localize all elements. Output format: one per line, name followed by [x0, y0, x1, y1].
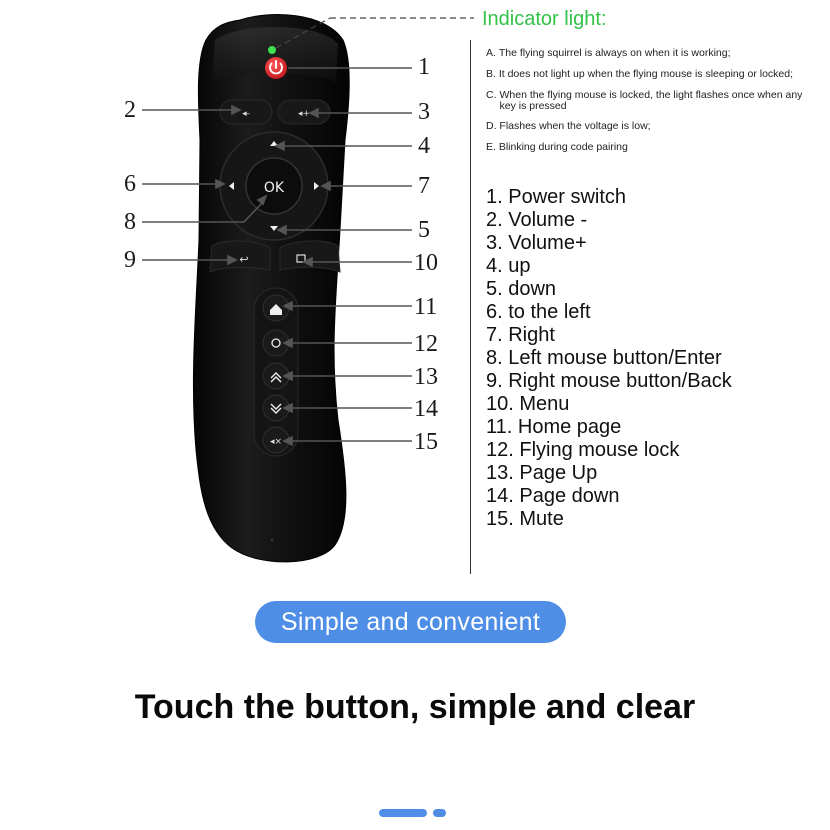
svg-text:◂+: ◂+ — [297, 109, 311, 119]
indicator-notes — [486, 48, 816, 163]
callout-1: 1 — [418, 54, 430, 80]
menu-key — [280, 241, 340, 272]
legend-item: 6. to the left — [486, 301, 591, 323]
legend-item: 14. Page down — [486, 485, 620, 507]
legend-item: 12. Flying mouse lock — [486, 439, 680, 461]
legend-item: 7. Right — [486, 324, 555, 346]
legend-item: 4. up — [486, 255, 531, 277]
legend-item: 2. Volume - — [486, 209, 588, 231]
button-legend — [486, 186, 732, 531]
legend-item: 5. down — [486, 278, 557, 300]
callout-9: 9 — [124, 247, 136, 273]
legend-item: 3. Volume+ — [486, 232, 587, 254]
callout-11: 11 — [414, 294, 438, 320]
indicator-note: E. Blinking during code pairing — [486, 141, 628, 153]
callout-2: 2 — [124, 97, 136, 123]
indicator-note: B. It does not light up when the flying mouse is sleeping or locked; — [486, 68, 794, 80]
legend-item: 11. Home page — [486, 416, 622, 438]
callout-6: 6 — [124, 171, 136, 197]
svg-text:◂-: ◂- — [242, 109, 250, 119]
legend-item: 8. Left mouse button/Enter — [486, 347, 722, 369]
callout-15: 15 — [414, 429, 438, 455]
callout-4: 4 — [418, 133, 430, 159]
callout-8: 8 — [124, 209, 136, 235]
svg-text:↩: ↩ — [239, 253, 249, 266]
indicator-note: D. Flashes when the voltage is low; — [486, 120, 651, 132]
ok-label: OK — [263, 180, 285, 196]
carousel-active-dot[interactable] — [379, 809, 427, 817]
legend-item: 10. Menu — [486, 393, 570, 415]
callout-13: 13 — [414, 364, 438, 390]
callout-7: 7 — [418, 173, 430, 199]
callout-10: 10 — [414, 250, 438, 276]
svg-text:◂×: ◂× — [269, 437, 283, 447]
carousel-dot[interactable] — [433, 809, 446, 817]
callout-12: 12 — [414, 331, 438, 357]
legend-item: 1. Power switch — [486, 186, 627, 208]
legend-item: 15. Mute — [486, 508, 564, 530]
indicator-note: C. When the flying mouse is locked, the light flashes once when any key is pressed — [486, 89, 803, 112]
legend-item: 9. Right mouse button/Back — [486, 370, 732, 392]
legend-item: 13. Page Up — [486, 462, 598, 484]
indicator-title: Indicator light: — [482, 8, 607, 30]
indicator-note: A. The flying squirrel is always on when it is working; — [486, 47, 731, 59]
callout-3: 3 — [418, 99, 430, 125]
indicator-light — [268, 46, 276, 54]
divider-line — [470, 40, 471, 574]
callout-5: 5 — [418, 217, 430, 243]
feature-badge: Simple and convenient — [255, 601, 566, 643]
headline: Touch the button, simple and clear — [134, 688, 696, 726]
callout-14: 14 — [414, 396, 438, 422]
